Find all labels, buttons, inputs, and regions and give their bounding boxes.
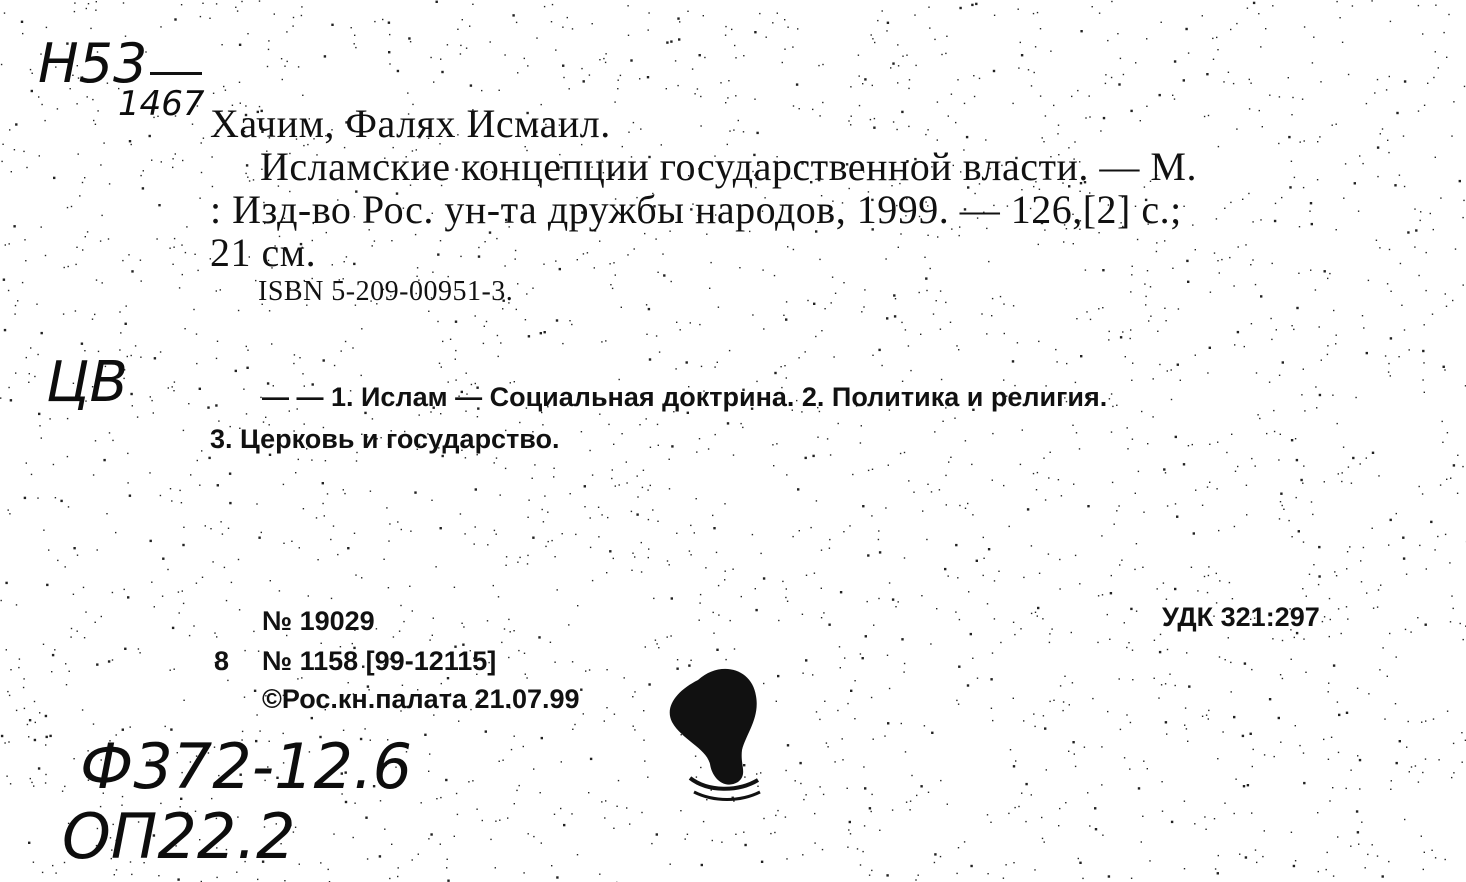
handwritten-shelf-mark-1: Ф372-12.6 bbox=[80, 730, 413, 803]
handwritten-side-mark: ЦВ bbox=[46, 350, 128, 415]
handwritten-shelf-mark-2: ОП22.2 bbox=[62, 800, 296, 873]
size-line: 21 см. bbox=[210, 230, 317, 275]
ink-blot bbox=[660, 660, 780, 810]
call-number-underline bbox=[150, 72, 202, 75]
subjects-line-2: 3. Церковь и государство. bbox=[210, 424, 560, 454]
copy-prefix: 8 bbox=[214, 646, 230, 676]
udk-code: УДК 321:297 bbox=[1162, 602, 1320, 632]
handwritten-call-number: Н53 bbox=[38, 32, 148, 95]
title-line: Исламские концепции государственной власти. — М. bbox=[260, 144, 1197, 189]
handwritten-sub-number: 1467 bbox=[118, 84, 205, 124]
record-number: № 1158 [99-12115] bbox=[262, 646, 497, 676]
author-heading: Хачим, Фалях Исмаил. bbox=[210, 101, 611, 146]
publication-line: : Изд-во Рос. ун-та дружбы народов, 1999. — 126,[2] с.; bbox=[210, 187, 1182, 232]
isbn-line: ISBN 5-209-00951-3. bbox=[258, 276, 514, 307]
registration-number: № 19029 bbox=[262, 606, 375, 636]
subjects-line-1: — — 1. Ислам — Социальная доктрина. 2. Политика и религия. bbox=[262, 382, 1108, 412]
copyright-line: ©Рос.кн.палата 21.07.99 bbox=[262, 684, 580, 714]
